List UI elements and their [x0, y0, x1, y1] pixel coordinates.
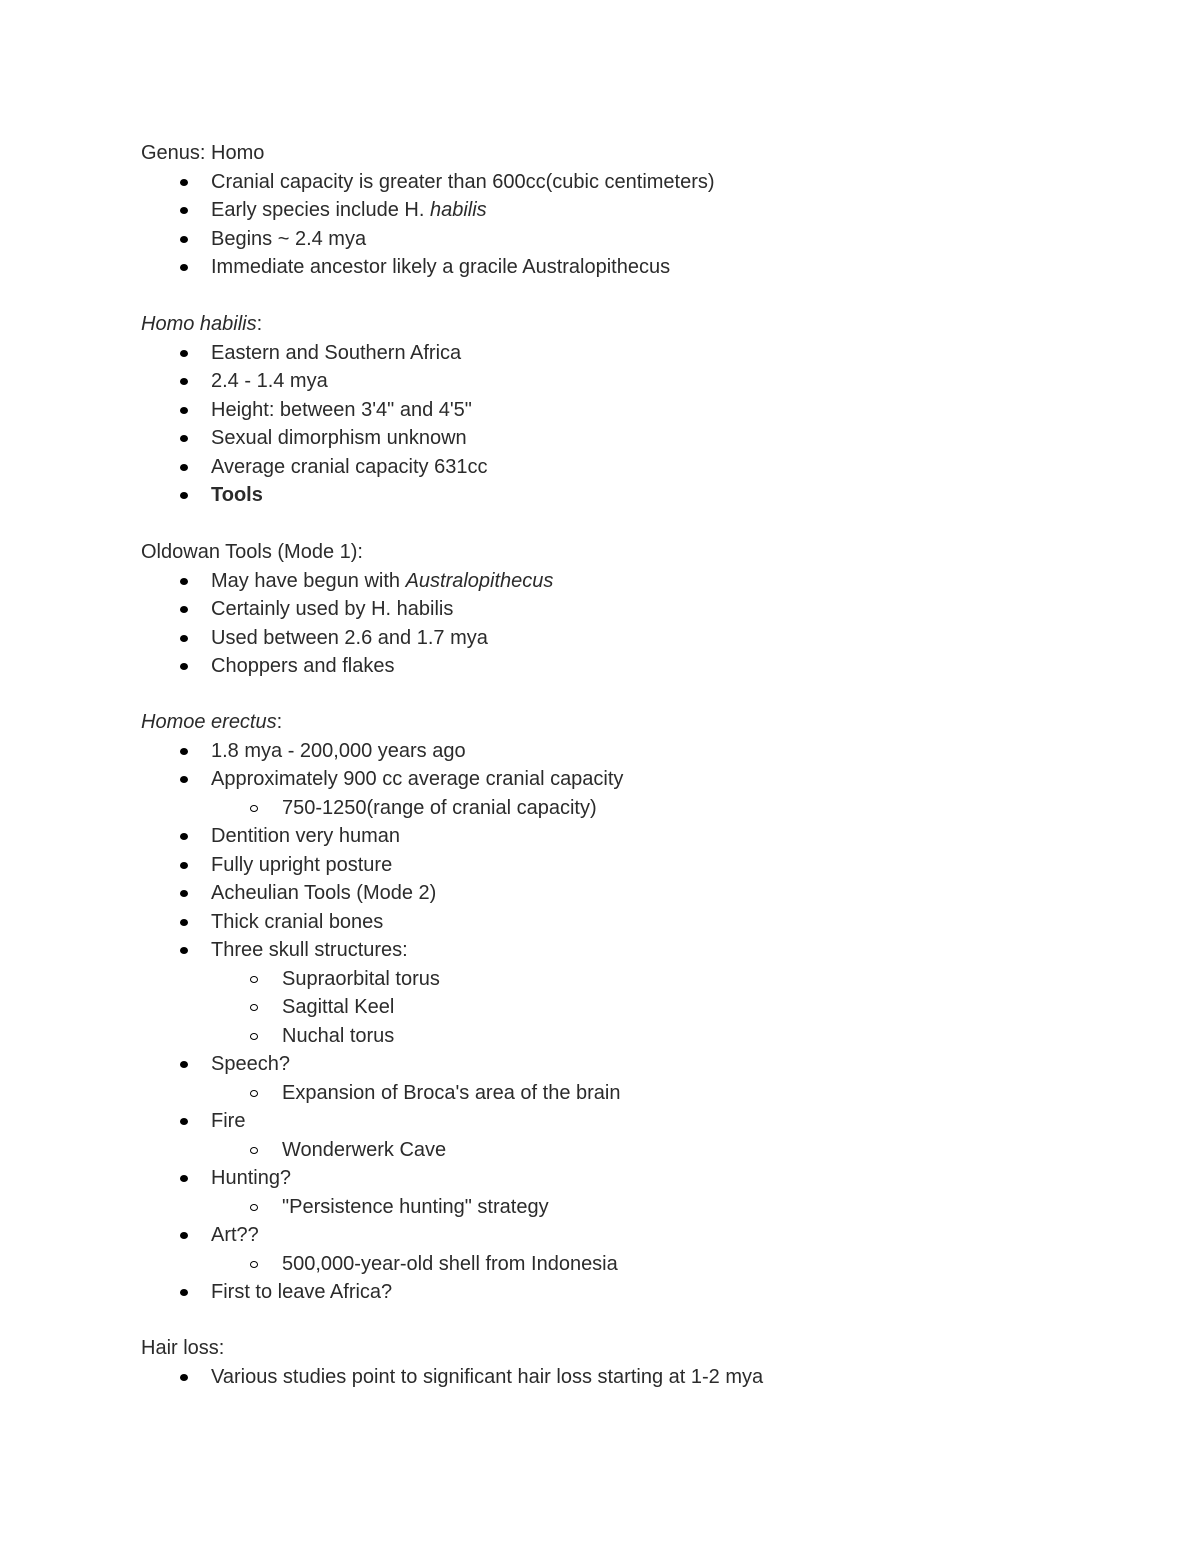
- sub-list-item: Wonderwerk Cave: [141, 1136, 1141, 1165]
- sub-list-item: 750-1250(range of cranial capacity): [141, 794, 1141, 823]
- bullet-icon: [180, 378, 188, 385]
- list-item: May have begun with Australopithecus: [141, 567, 1141, 596]
- bullet-icon: [180, 578, 188, 585]
- hollow-bullet-icon: [250, 1004, 258, 1011]
- sub-list-item: Nuchal torus: [141, 1022, 1141, 1051]
- sub-list-item: 500,000-year-old shell from Indonesia: [141, 1250, 1141, 1279]
- list-item: 1.8 mya - 200,000 years ago: [141, 737, 1141, 766]
- bullet-icon: [180, 833, 188, 840]
- section-heading: Homoe erectus:: [141, 711, 283, 733]
- hollow-bullet-icon: [250, 1204, 258, 1211]
- bullet-icon: [180, 207, 188, 214]
- bullet-icon: [180, 435, 188, 442]
- hollow-bullet-icon: [250, 1033, 258, 1040]
- hollow-bullet-icon: [250, 805, 258, 812]
- bullet-icon: [180, 350, 188, 357]
- bullet-icon: [180, 1061, 188, 1068]
- list-item: Thick cranial bones: [141, 908, 1141, 937]
- sub-list-item: Sagittal Keel: [141, 993, 1141, 1022]
- bullet-icon: [180, 1232, 188, 1239]
- bullet-icon: [180, 407, 188, 414]
- sub-list-item: "Persistence hunting" strategy: [141, 1193, 1141, 1222]
- bullet-icon: [180, 236, 188, 243]
- list-item: Speech?: [141, 1050, 1141, 1079]
- sub-list-item: Supraorbital torus: [141, 965, 1141, 994]
- list-item: Art??: [141, 1221, 1141, 1250]
- list-item: Three skull structures:: [141, 936, 1141, 965]
- section-hair-loss: [141, 1334, 1141, 1391]
- list-item: Various studies point to significant hair loss starting at 1-2 mya: [141, 1363, 1141, 1392]
- list-item: Acheulian Tools (Mode 2): [141, 879, 1141, 908]
- list-item: Used between 2.6 and 1.7 mya: [141, 624, 1141, 653]
- hollow-bullet-icon: [250, 976, 258, 983]
- list-item: 2.4 - 1.4 mya: [141, 367, 1141, 396]
- list-item: Immediate ancestor likely a gracile Australopithecus: [141, 253, 1141, 282]
- list-item: Certainly used by H. habilis: [141, 595, 1141, 624]
- hollow-bullet-icon: [250, 1090, 258, 1097]
- section-genus-homo: [141, 139, 1141, 282]
- bullet-icon: [180, 776, 188, 783]
- list-item: Early species include H. habilis: [141, 196, 1141, 225]
- list-item: Begins ~ 2.4 mya: [141, 225, 1141, 254]
- bullet-icon: [180, 606, 188, 613]
- section-homo-habilis: [141, 310, 1141, 510]
- section-heading: Homo habilis:: [141, 313, 263, 335]
- sub-list-item: Expansion of Broca's area of the brain: [141, 1079, 1141, 1108]
- section-heading: Hair loss:: [141, 1337, 225, 1359]
- list-item: First to leave Africa?: [141, 1278, 1141, 1307]
- section-homoe-erectus: [141, 708, 1141, 1307]
- bullet-icon: [180, 919, 188, 926]
- list-item: Fire: [141, 1107, 1141, 1136]
- section-oldowan-tools: [141, 538, 1141, 681]
- bullet-icon: [180, 890, 188, 897]
- section-heading: Oldowan Tools (Mode 1):: [141, 541, 363, 563]
- bullet-icon: [180, 464, 188, 471]
- bullet-icon: [180, 1374, 188, 1381]
- list-item: Sexual dimorphism unknown: [141, 424, 1141, 453]
- list-item: Approximately 900 cc average cranial capacity: [141, 765, 1141, 794]
- bullet-icon: [180, 663, 188, 670]
- list-item: Cranial capacity is greater than 600cc(cubic centimeters): [141, 168, 1141, 197]
- bullet-icon: [180, 179, 188, 186]
- list-item: Hunting?: [141, 1164, 1141, 1193]
- bullet-icon: [180, 862, 188, 869]
- list-item: Dentition very human: [141, 822, 1141, 851]
- bullet-icon: [180, 1289, 188, 1296]
- bullet-icon: [180, 492, 188, 499]
- bullet-icon: [180, 264, 188, 271]
- list-item: Choppers and flakes: [141, 652, 1141, 681]
- bullet-icon: [180, 947, 188, 954]
- list-item: Fully upright posture: [141, 851, 1141, 880]
- hollow-bullet-icon: [250, 1261, 258, 1268]
- hollow-bullet-icon: [250, 1147, 258, 1154]
- bullet-icon: [180, 635, 188, 642]
- list-item: Eastern and Southern Africa: [141, 339, 1141, 368]
- bullet-icon: [180, 1175, 188, 1182]
- list-item: Tools: [141, 481, 1141, 510]
- list-item: Height: between 3'4" and 4'5": [141, 396, 1141, 425]
- list-item: Average cranial capacity 631cc: [141, 453, 1141, 482]
- bullet-icon: [180, 1118, 188, 1125]
- section-heading: Genus: Homo: [141, 142, 265, 164]
- bullet-icon: [180, 748, 188, 755]
